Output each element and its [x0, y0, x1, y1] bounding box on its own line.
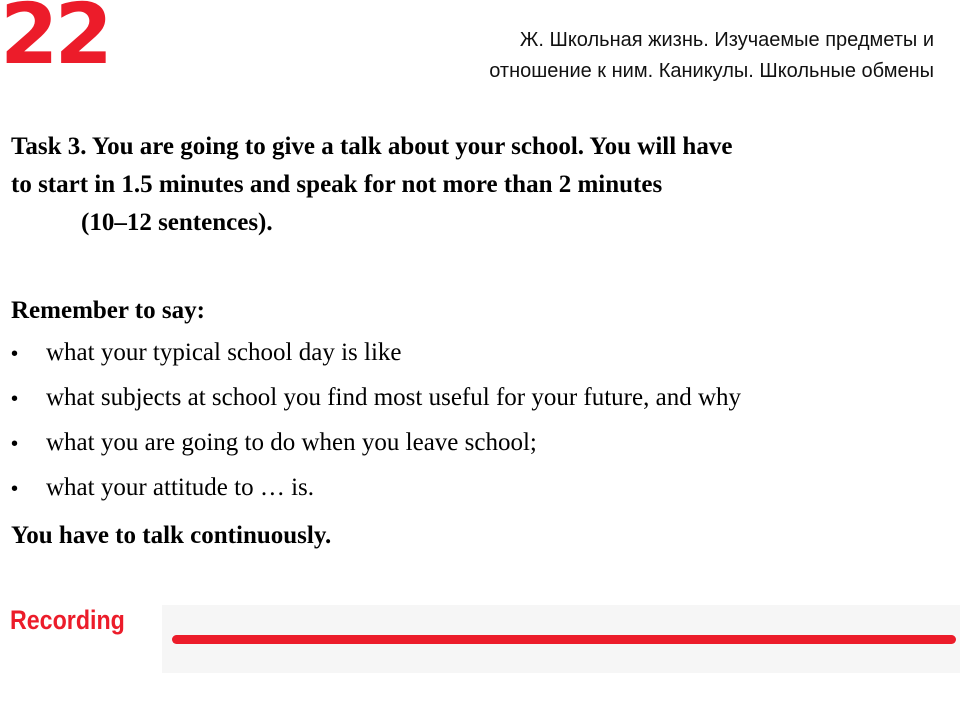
task-line-2: to start in 1.5 minutes and speak for not more than 2 minutes	[11, 171, 663, 198]
list-item-text: what your typical school day is like	[46, 339, 402, 366]
bullet-icon: •	[11, 478, 19, 500]
list-item-text: what subjects at school you find most useful for your future, and why	[46, 384, 742, 411]
bullet-icon: •	[11, 343, 19, 365]
closing-instruction: You have to talk continuously.	[11, 522, 332, 549]
list-item	[11, 474, 956, 519]
list-item	[11, 339, 956, 384]
section-title-line-1: Ж. Школьная жизнь. Изучаемые предметы и	[519, 29, 934, 51]
bullet-icon: •	[11, 388, 19, 410]
section-title	[374, 25, 934, 87]
talking-points-list	[11, 339, 956, 519]
list-item-text: what your attitude to … is.	[46, 474, 315, 501]
task-number: 22	[0, 0, 109, 83]
remember-heading: Remember to say:	[11, 297, 205, 324]
recording-progress-bar[interactable]	[172, 635, 956, 644]
list-item	[11, 429, 956, 474]
section-title-line-2: отношение к ним. Каникулы. Школьные обмены	[489, 60, 934, 82]
task-line-3: (10–12 sentences).	[81, 209, 273, 236]
list-item-text: what you are going to do when you leave school;	[46, 429, 537, 456]
list-item	[11, 384, 956, 429]
recording-label: Recording	[10, 605, 125, 635]
task-line-1: Task 3. You are going to give a talk about your school. You will have	[11, 133, 733, 160]
task-instructions	[11, 128, 956, 242]
bullet-icon: •	[11, 433, 19, 455]
